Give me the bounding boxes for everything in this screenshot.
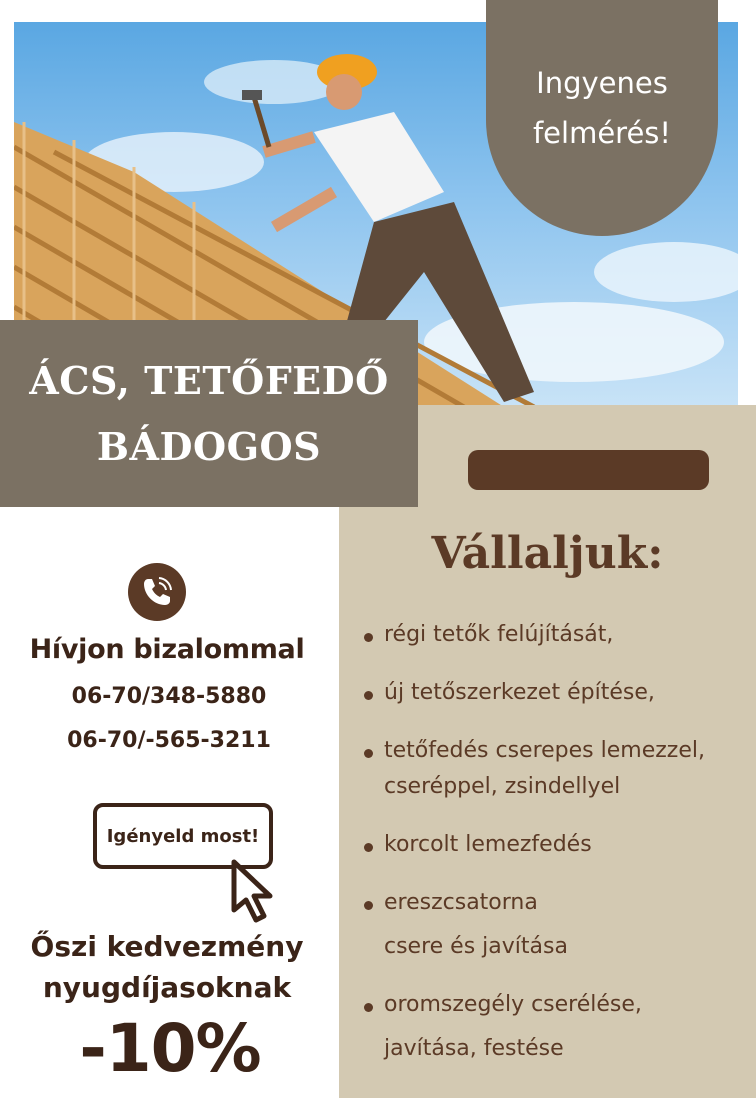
service-item: új tetőszerkezet építése, [362,678,752,708]
service-item-continuation: cseréppel, zsindellyel [384,774,621,799]
service-item: régi tetők felújítását, [362,620,752,650]
phone-icon [128,563,186,621]
title-line2: BÁDOGOS [96,423,322,469]
promo-line1: Őszi kedvezmény [30,930,304,963]
service-item: ereszcsatorna [362,888,752,918]
page-title [0,320,418,507]
badge-line2: felmérés! [532,116,672,150]
request-now-button[interactable]: Igényeld most! [93,803,273,869]
promo-line2: nyugdíjasoknak [42,971,292,1004]
title-line1: ÁCS, TETŐFEDŐ [29,357,389,403]
phone-number-2[interactable]: 06-70/-565-3211 [67,728,271,753]
cursor-icon [230,858,282,924]
discount-value: -10% [79,1010,261,1087]
service-item: korcolt lemezfedés [362,830,752,860]
phone-number-1[interactable]: 06-70/348-5880 [71,684,267,709]
service-item: oromszegély cserélése, [362,990,752,1020]
decorative-bar [468,450,709,490]
service-item-continuation: javítása, festése [384,1036,564,1061]
service-item: tetőfedés cserepes lemezzel, [362,736,752,766]
service-item-continuation: csere és javítása [384,934,568,959]
call-title: Hívjon bizalommal [29,634,305,665]
services-heading: Vállaljuk: [431,528,664,579]
free-survey-badge [486,0,718,236]
services-list [362,620,752,1064]
badge-line1: Ingyenes [536,66,668,100]
